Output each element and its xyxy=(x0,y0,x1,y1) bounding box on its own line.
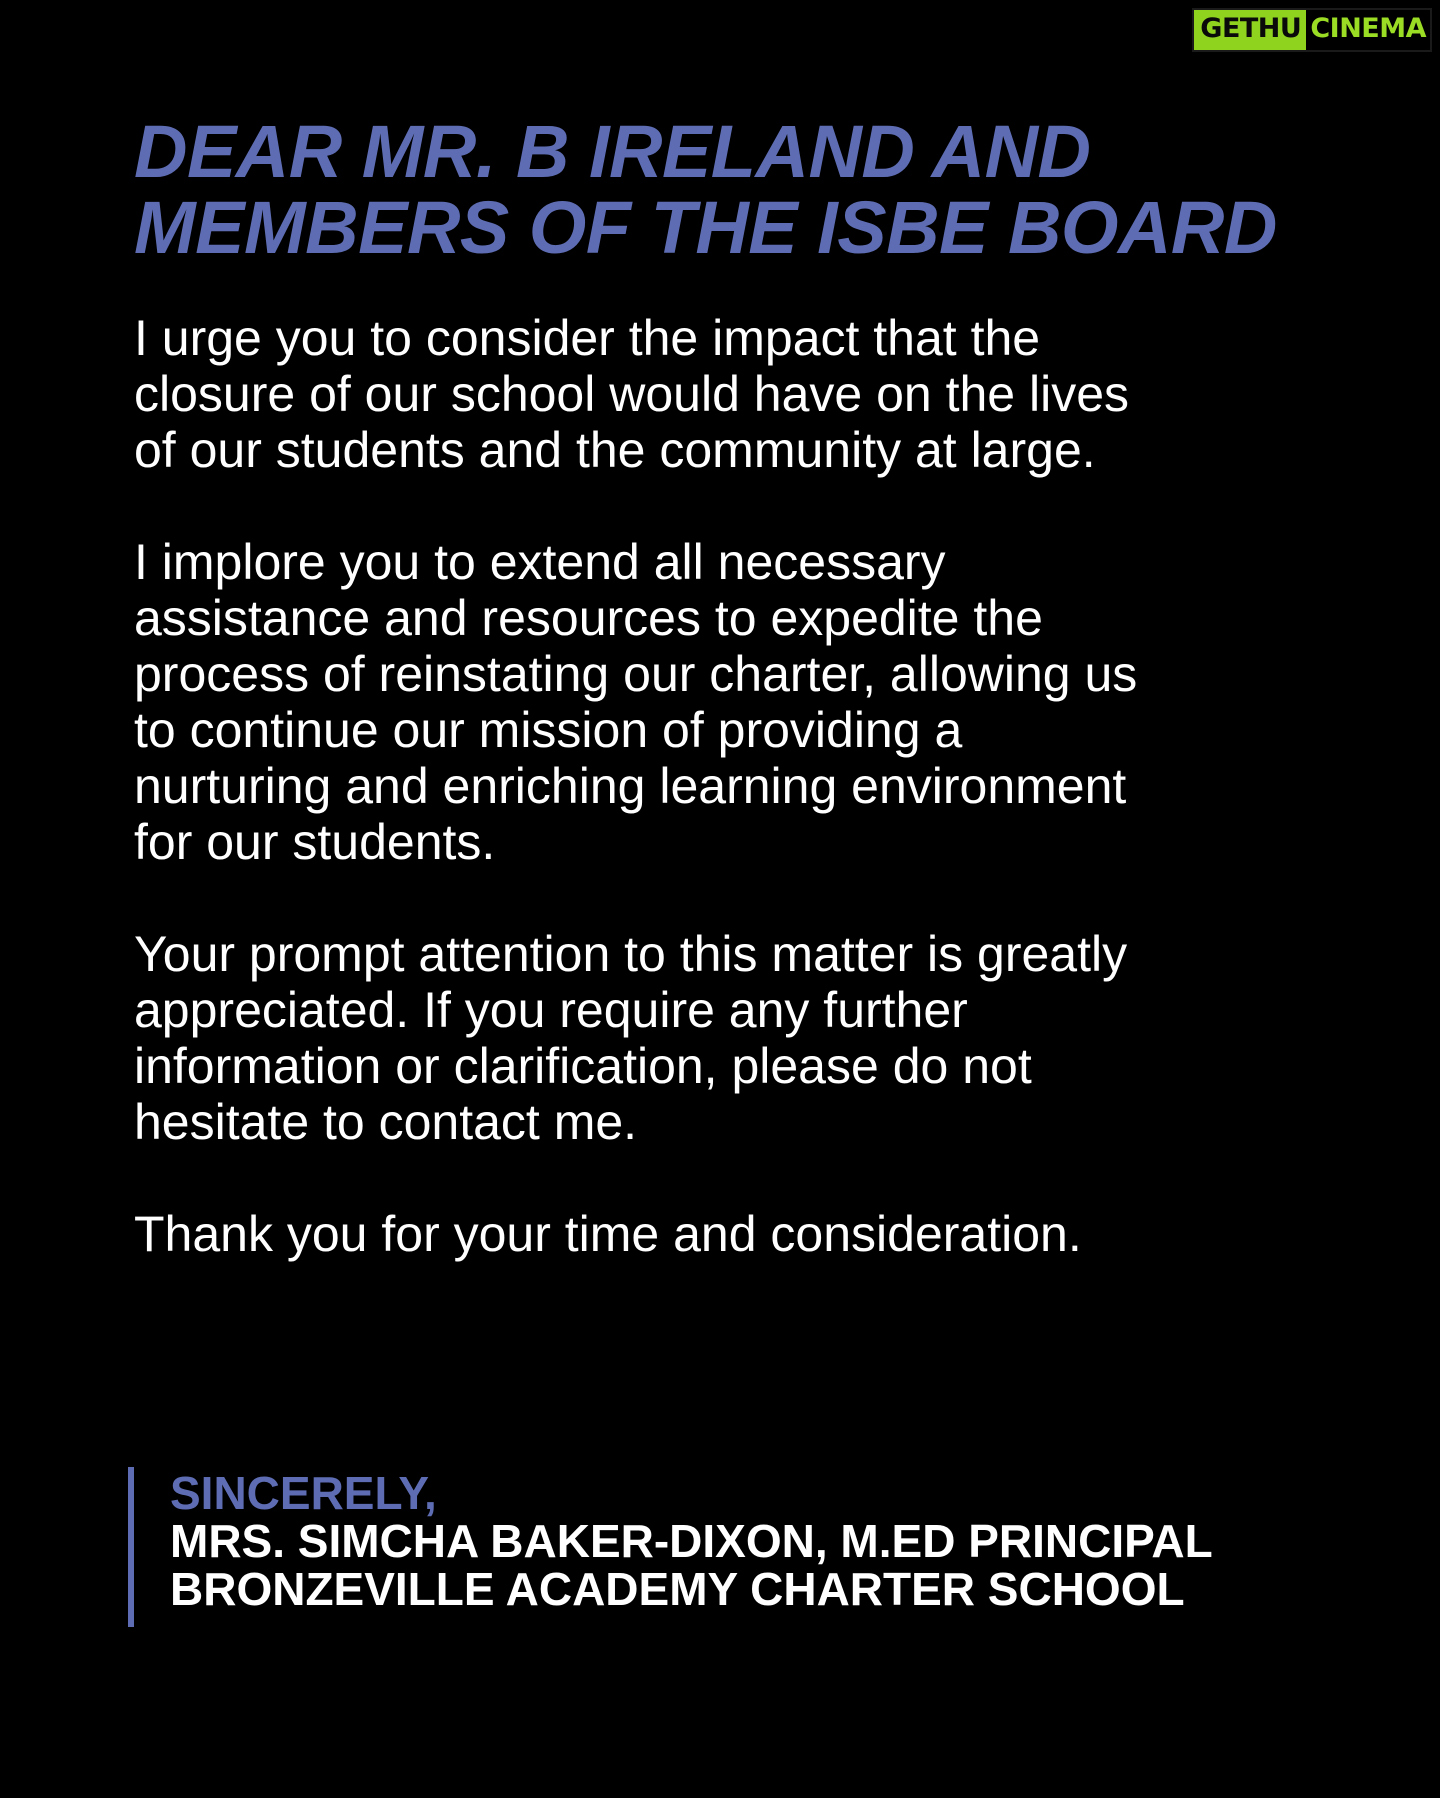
paragraph-contact xyxy=(134,926,1127,1150)
paragraph-line: hesitate to contact me. xyxy=(134,1094,638,1150)
paragraph-line: of our students and the community at large. xyxy=(134,422,1096,478)
signature-closing: SINCERELY, xyxy=(170,1467,437,1519)
paragraph-request xyxy=(134,534,1137,870)
watermark-part-2: CINEMA xyxy=(1306,10,1430,50)
paragraph-line: Your prompt attention to this matter is greatly xyxy=(134,926,1128,982)
paragraph-line: I urge you to consider the impact that the xyxy=(134,310,1041,366)
paragraph-line: appreciated. If you require any further xyxy=(134,982,968,1038)
paragraph-line: closure of our school would have on the lives xyxy=(134,366,1130,422)
paragraph-line: I implore you to extend all necessary xyxy=(134,534,946,590)
signature-block xyxy=(128,1467,1213,1627)
paragraph-thanks xyxy=(134,1206,1082,1262)
heading-line: DEAR MR. B IRELAND AND xyxy=(134,110,1091,193)
paragraph-line: Thank you for your time and consideration. xyxy=(134,1206,1082,1262)
paragraph-line: information or clarification, please do not xyxy=(134,1038,1032,1094)
paragraph-line: assistance and resources to expedite the xyxy=(134,590,1043,646)
paragraph-line: for our students. xyxy=(134,814,496,870)
signature-name-title: MRS. SIMCHA BAKER-DIXON, M.ED PRINCIPAL xyxy=(170,1515,1213,1567)
paragraph-line: nurturing and enriching learning environment xyxy=(134,758,1127,814)
paragraph-line: process of reinstating our charter, allowing us xyxy=(134,646,1138,702)
letter-heading xyxy=(134,110,1324,269)
paragraph-impact xyxy=(134,310,1129,478)
paragraph-line: to continue our mission of providing a xyxy=(134,702,963,758)
watermark-logo xyxy=(1192,8,1432,52)
letter-body xyxy=(134,110,1324,1262)
signature-school: BRONZEVILLE ACADEMY CHARTER SCHOOL xyxy=(170,1563,1185,1615)
watermark-part-1: GETHU xyxy=(1194,10,1306,50)
heading-line: MEMBERS OF THE ISBE BOARD xyxy=(134,186,1277,269)
